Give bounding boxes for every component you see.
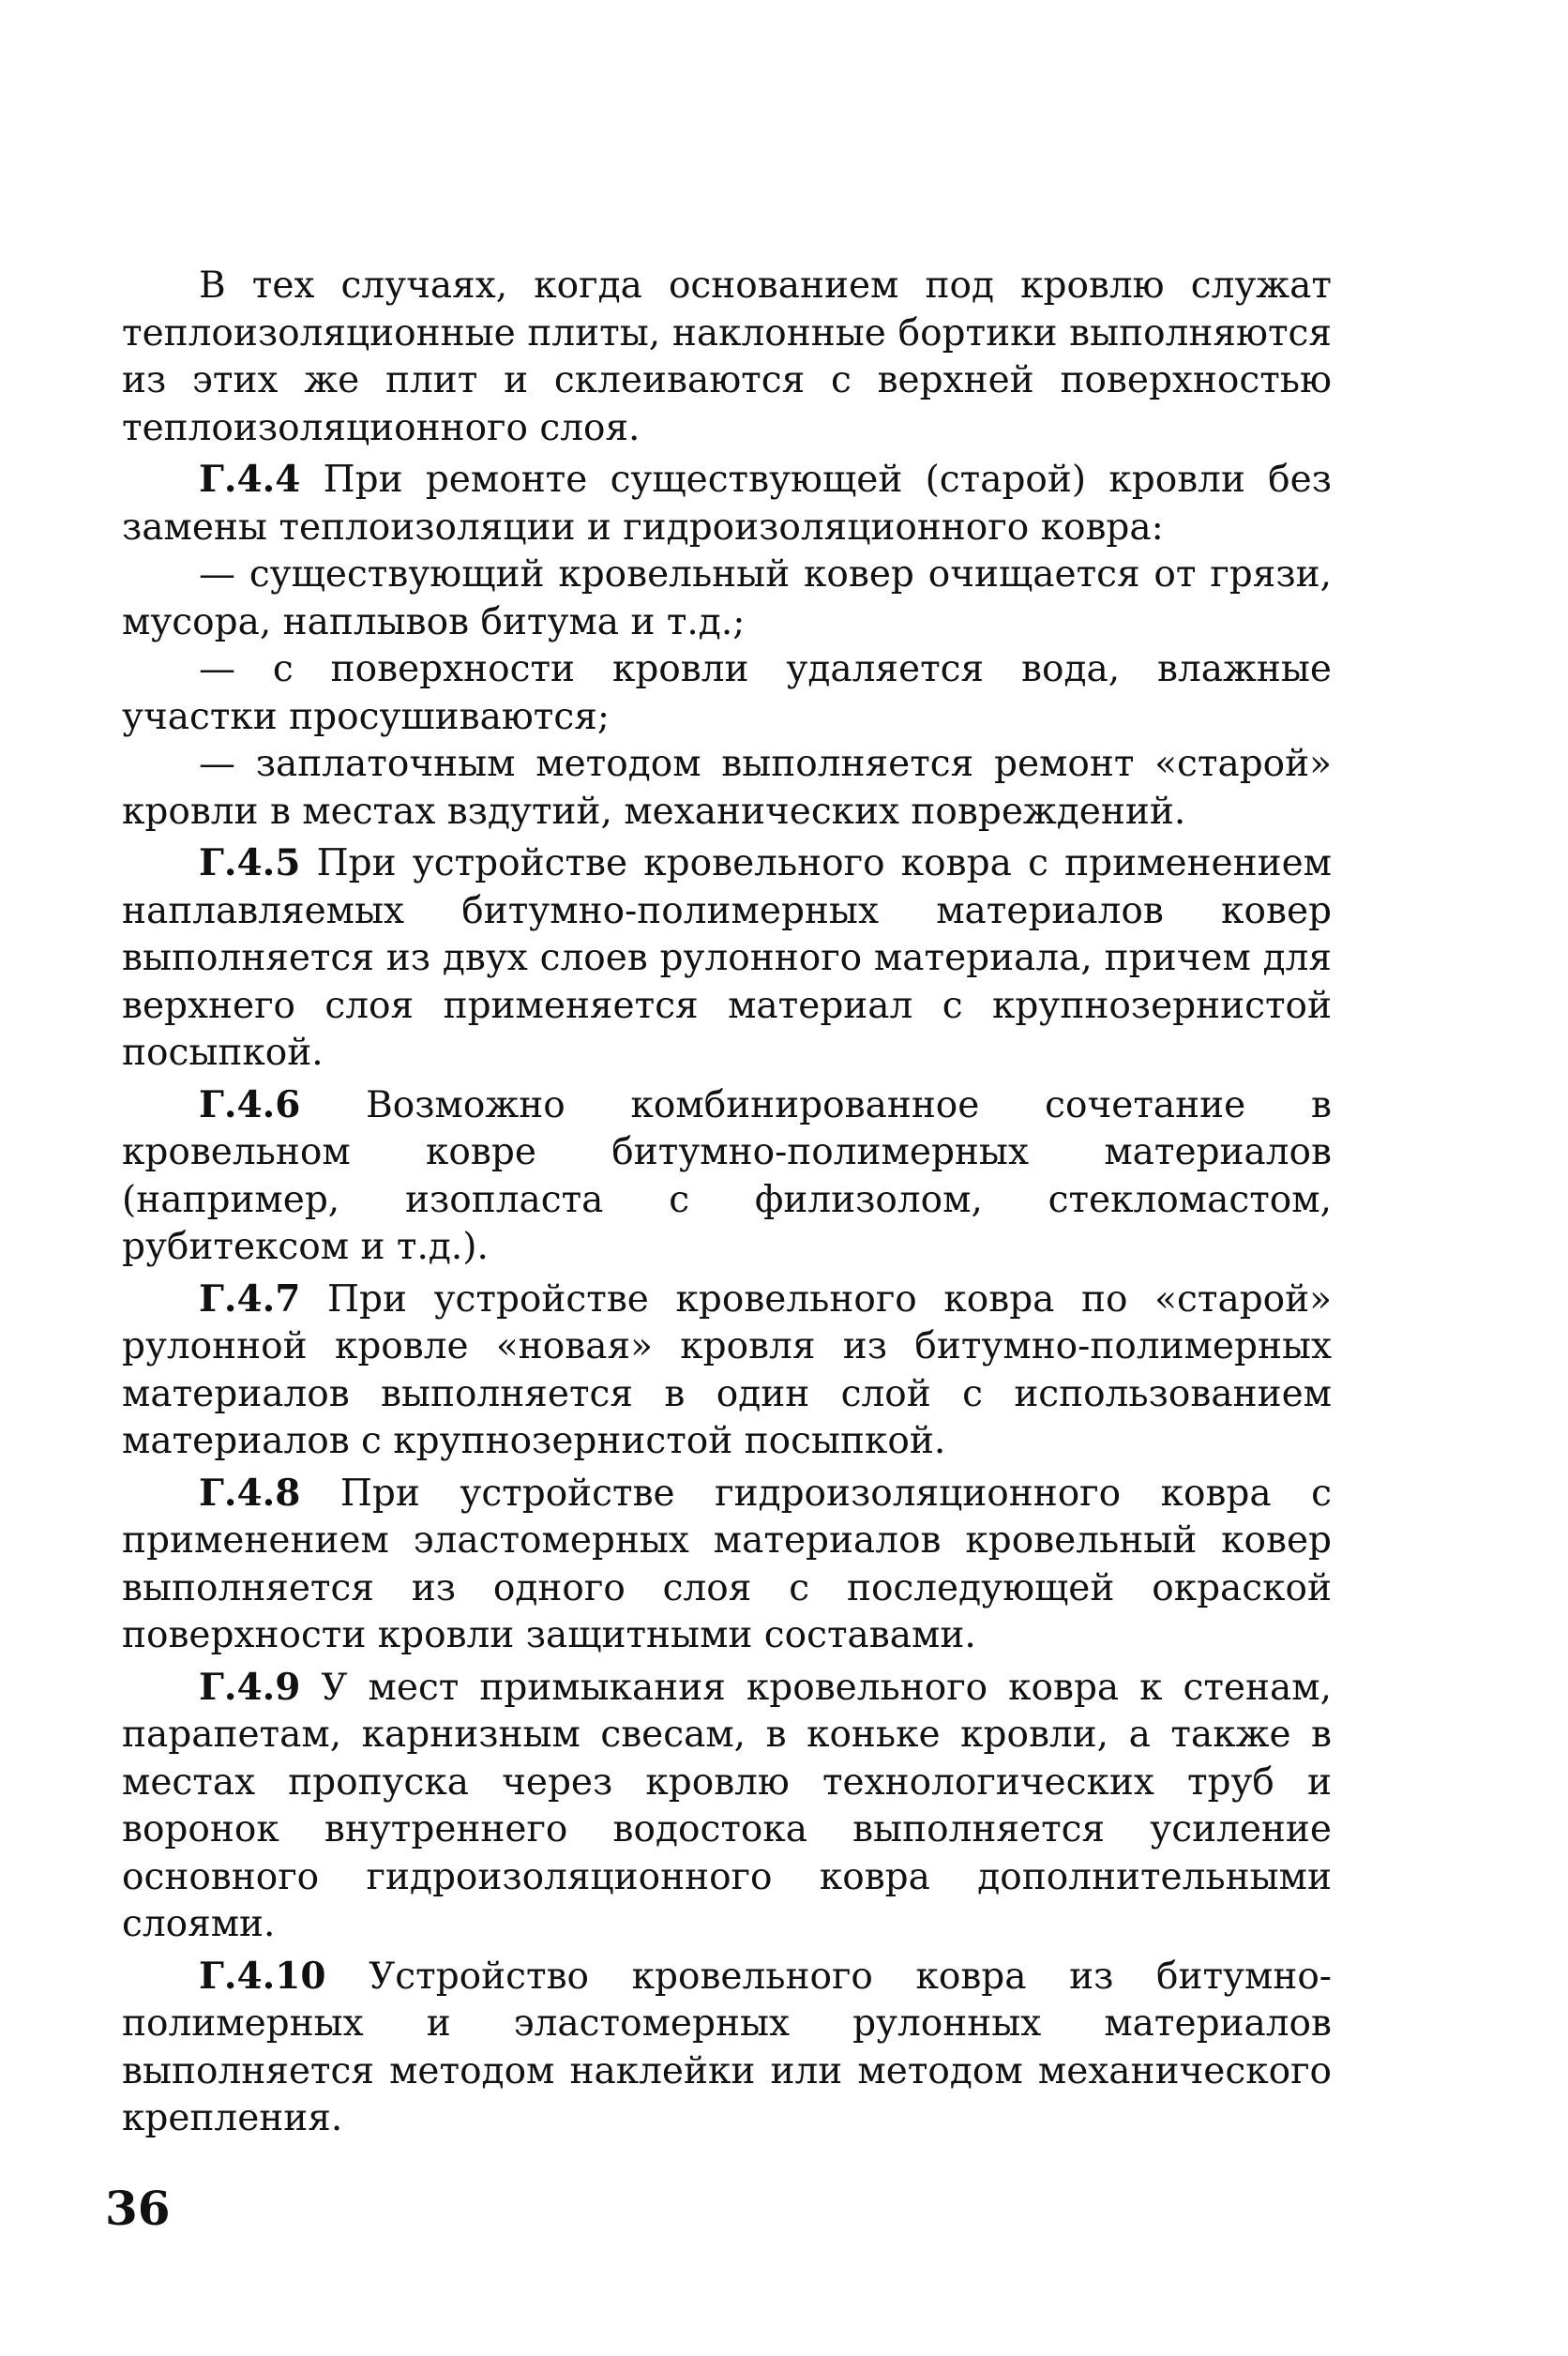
paragraph-text: При устройстве гидроизоляционного ковра с применением эластомерных материалов кровельный ковер выполняется из одного слоя с последующей окраской поверхности кровли защитными составами. [122, 1472, 1332, 1656]
section-number: Г.4.8 [199, 1471, 301, 1515]
paragraph-intro [122, 263, 1332, 452]
section-number: Г.4.4 [199, 458, 301, 501]
list-item-text: — заплаточным методом выполняется ремонт «старой» кровли в местах вздутий, механических повреждений. [122, 743, 1332, 833]
list-item-text: — с поверхности кровли удаляется вода, влажные участки просушиваются; [122, 648, 1332, 738]
list-item [122, 646, 1332, 741]
paragraph-g-4-6 [122, 1081, 1332, 1272]
section-number: Г.4.6 [199, 1082, 301, 1126]
list-item-text: — существующий кровельный ковер очищается от грязи, мусора, наплывов битума и т.д.; [122, 553, 1332, 643]
paragraph-g-4-4 [122, 456, 1332, 551]
paragraph-text: Устройство кровельного ковра из битумно-полимерных и эластомерных рулонных материалов выполняется методом наклейки или методом механического крепления. [122, 1955, 1332, 2139]
paragraph-text: При устройстве кровельного ковра с применением наплавляемых битумно-полимерных материалов ковер выполняется из двух слоев рулонного материала, причем для верхнего слоя применяется материал с крупнозернистой посыпкой. [122, 842, 1332, 1074]
paragraph-text: При устройстве кровельного ковра по «старой» рулонной кровле «новая» кровля из битумно-полимерных материалов выполняется в один слой с использованием материалов с крупнозернистой посыпкой. [122, 1277, 1332, 1462]
paragraph-g-4-5 [122, 839, 1332, 1078]
paragraph-text: При ремонте существующей (старой) кровли без замены теплоизоляции и гидроизоляционного ковра: [122, 459, 1332, 549]
section-number: Г.4.7 [199, 1276, 301, 1321]
paragraph-g-4-9 [122, 1664, 1332, 1949]
body-text [122, 263, 1332, 2143]
paragraph-text: В тех случаях, когда основанием под кровлю служат теплоизоляционные плиты, наклонные бортики выполняются из этих же плит и склеиваются с верхней поверхностью теплоизоляционного слоя. [122, 264, 1332, 449]
paragraph-g-4-7 [122, 1276, 1332, 1466]
paragraph-g-4-8 [122, 1470, 1332, 1660]
list-item [122, 741, 1332, 836]
list-item [122, 551, 1332, 646]
page-number: 36 [105, 2181, 171, 2236]
section-number: Г.4.9 [199, 1665, 301, 1709]
section-number: Г.4.5 [199, 841, 301, 884]
paragraph-g-4-10 [122, 1953, 1332, 2143]
paragraph-text: У мест примыкания кровельного ковра к стенам, парапетам, карнизным свесам, в коньке кровли, а также в местах пропуска через кровлю технологических труб и воронок внутреннего водостока выполняется усиление основного гидроизоляционного ковра дополнительными слоями. [122, 1666, 1332, 1945]
section-number: Г.4.10 [199, 1954, 326, 1998]
paragraph-text: Возможно комбинированное сочетание в кровельном ковре битумно-полимерных материалов (например, изопласта с филизолом, стекломастом, рубитексом и т.д.). [122, 1083, 1332, 1268]
